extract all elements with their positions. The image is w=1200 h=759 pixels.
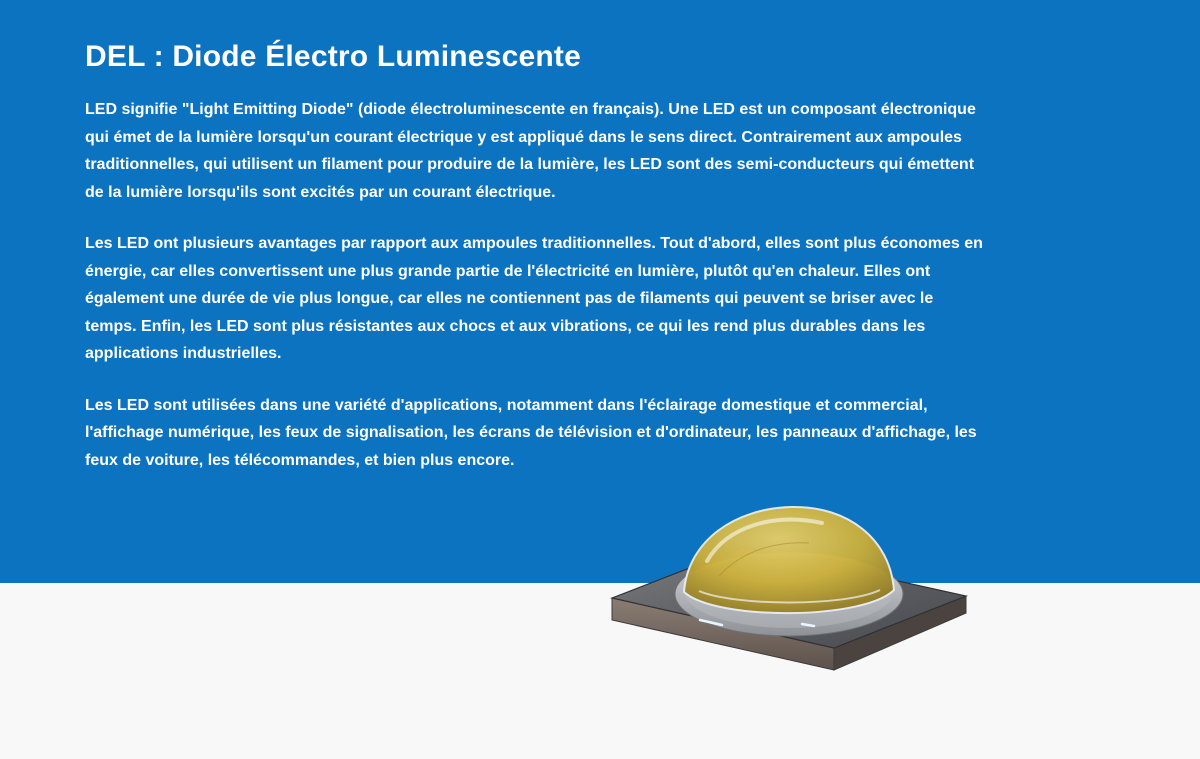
article	[85, 36, 985, 498]
smd-led-component-icon	[604, 495, 974, 695]
paragraph-definition: LED signifie "Light Emitting Diode" (diode électroluminescente en français). Une LED est un composant électronique qui émet de la lumière lorsqu'un courant électrique y est appliqué dans le sens direct. Contrairement aux ampoules traditionnelles, qui utilisent un filament pour produire de la lumière, les LED sont des semi-conducteurs qui émettent de la lumière lorsqu'ils sont excités par un courant électrique.	[85, 101, 976, 201]
paragraph-applications: Les LED sont utilisées dans une variété d'applications, notamment dans l'éclairage domestique et commercial, l'affichage numérique, les feux de signalisation, les écrans de télévision et d'ordinateur, les panneaux d'affichage, les feux de voiture, les télécommandes, et bien plus encore.	[85, 396, 977, 469]
page-title: DEL : Diode Électro Luminescente	[85, 40, 581, 73]
paragraph-advantages: Les LED ont plusieurs avantages par rapport aux ampoules traditionnelles. Tout d'abord, elles sont plus économes en énergie, car elles convertissent une plus grande partie de l'électricité en lumière, plutôt qu'en chaleur. Elles ont également une durée de vie plus longue, car elles ne contiennent pas de filaments qui peuvent se briser avec le temps. Enfin, les LED sont plus résistantes aux chocs et aux vibrations, ce qui les rend plus durables dans les applications industrielles.	[85, 235, 983, 362]
